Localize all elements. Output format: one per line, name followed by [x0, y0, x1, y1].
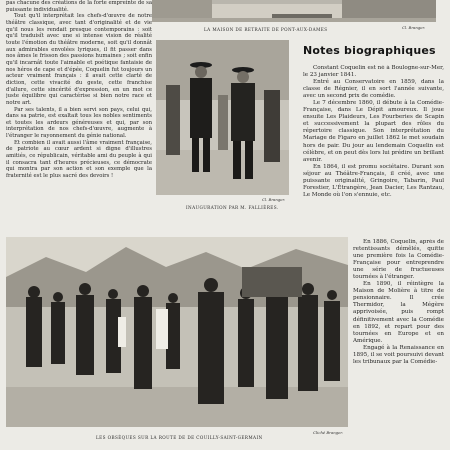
notes-paragraph: En 1890, il réintègre la Maison de Molière à titre de pensionnaire. Il crée Thermidor, la Mégère apprivoisée, puis rompt définitivement avec la Comédie en 1892, et repart pour des tournées en Europe et en Amérique.	[353, 281, 444, 344]
top-photo-credit: Cl. Branger.	[402, 25, 426, 30]
bottom-photo-credit: Cliché Branger.	[313, 430, 343, 435]
notes-paragraph: En 1864, il est promu sociétaire. Durant son séjour au Théâtre-Français, il créé, avec une puissante originalité, Gringoire, Tabarin, Paul Forestier, L'Étrangère, Jean Dacier, Les Rantzau, Le Monde où l'on s'ennuie, etc.	[303, 163, 444, 198]
mid-photo-credit: Cl. Branger.	[262, 197, 286, 202]
notes-heading: Notes biographiques	[303, 44, 436, 57]
left-paragraph: pas chacune des créations de la forte empreinte de sa puissante individualité.	[6, 0, 152, 13]
notes-column-continued	[353, 239, 444, 450]
funeral-procession-photo	[6, 237, 348, 427]
notes-column	[303, 65, 444, 241]
left-paragraph: Tout qu'il interprétait les chefs-d'œuvre de notre théâtre classique, avec tant d'originalité et de vie qu'il nous les rendait presque contemporains : soit qu'il traduisît avec une si intense vision de réalité toute l'émotion du théâtre moderne, soit qu'il donnât aux admirables envolées lyriques, il fit passer dans nos âmes le frisson des passions humaines ; soit enfin qu'il incarnât toute l'aimable et poétique fantaisie de nos héros de cape et d'épée, Coquelin fut toujours un acteur vraiment français : il avait cette clarté de diction, cette vivacité du geste, cette franchise d'allure, cette sincérité d'expression, en un mot ce juste équilibre qui caractérise si bien notre race et notre art.	[6, 13, 152, 106]
inauguration-photo	[156, 40, 289, 195]
mid-photo-caption: INAUGURATION PAR M. FALLIÈRES.	[186, 205, 279, 210]
notes-paragraph: En 1886, Coquelin, après de retentissants démêlés, quitte une première fois la Comédie-Française pour entreprendre une série de fructueuses tournées à l'étranger.	[353, 239, 444, 281]
bottom-photo-caption: LES OBSÈQUES SUR LA ROUTE DE DE COUILLY-SAINT-GERMAIN	[96, 435, 263, 440]
left-paragraph: Par ses talents, il a bien servi son pays, celui qui, dans sa patrie, est exaltait tous les nobles sentiments et toutes les ardeurs généreuses et qui, par son interprétation de nos chefs-d'œuvre, augmente à l'étranger le rayonnement du génie national.	[6, 106, 152, 140]
left-paragraph: Et combien il avait aussi l'âme vraiment française, de patriote au cœur ardent si digne d'illustres amitiés, ce républicain, véritable ami du peuple à qui il consacra tant d'heures précieuses, ce démocrate qui montra par son action et son exemple que la fraternité est le plus sacré des devoirs !	[6, 139, 152, 180]
notes-paragraph: Le 7 décembre 1860, il débute à la Comédie-Française, dans Le Dépit amoureux. Il joue ensuite Les Plaideurs, Les Fourberies de Scapin et successivement la plupart des rôles du répertoire classique. Son interprétation du Mariage de Figaro en juillet 1862 le met soudain hors de pair. Du jour au lendemain Coquelin est célèbre, et on peut dès lors lui prédire un brillant avenir.	[303, 100, 444, 163]
top-photo-caption: LA MAISON DE RETRAITE DE PONT-AUX-DAMES	[204, 27, 328, 32]
retirement-home-photo	[152, 0, 436, 22]
notes-paragraph: Constant Coquelin est né à Boulogne-sur-Mer, le 23 janvier 1841.	[303, 65, 444, 79]
notes-paragraph: Entré au Conservatoire en 1859, dans la classe de Régnier, il en sort l'année suivante, avec un second prix de comédie.	[303, 79, 444, 100]
left-article-column	[6, 0, 152, 237]
notes-paragraph: Engagé à la Renaissance en 1895, il se voit poursuivi devant les tribunaux par la Comédie-	[353, 344, 444, 365]
